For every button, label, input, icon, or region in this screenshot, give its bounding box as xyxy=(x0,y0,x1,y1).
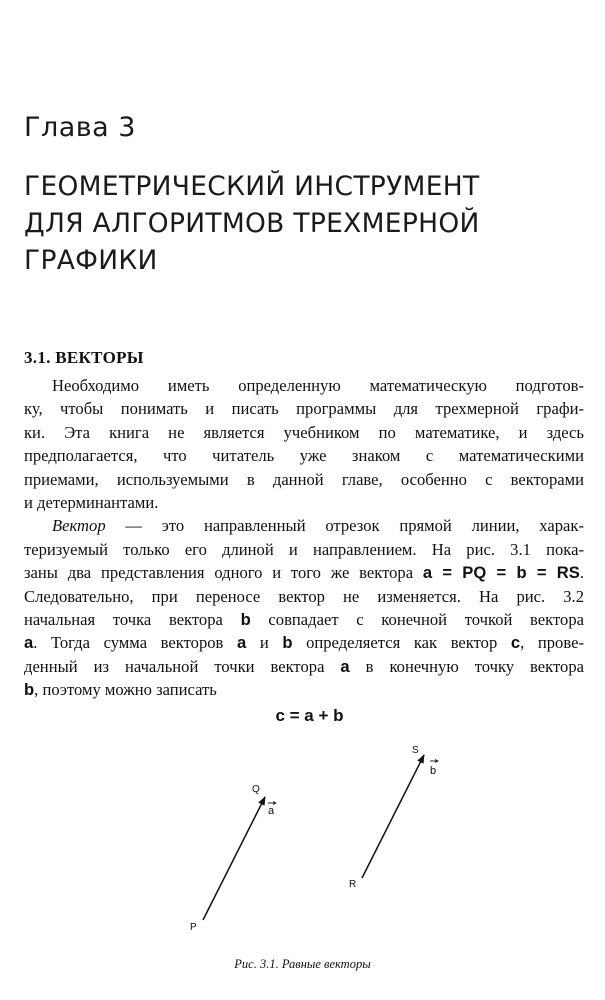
text-run: . xyxy=(579,563,584,583)
text-run: денный из начальной точки вектора xyxy=(24,656,341,676)
text-run: совпадает с конечной точкой вектора xyxy=(250,609,584,629)
chapter-title-line: ГРАФИКИ xyxy=(24,245,158,276)
vector-symbol: b xyxy=(240,609,251,629)
paragraph-line: предполагается, что читатель уже знаком с математическими xyxy=(24,446,584,466)
paragraph-line xyxy=(24,655,584,678)
paragraph-line: ку, чтобы понимать и писать программы для трехмерной графи- xyxy=(24,399,584,419)
paragraph-line: и детерминантами. xyxy=(24,492,159,512)
vector-symbol: b xyxy=(24,680,35,700)
paragraph-line xyxy=(24,514,584,537)
vector-pq-line xyxy=(203,797,265,920)
body-text xyxy=(24,374,584,701)
figure-caption: Рис. 3.1. Равные векторы xyxy=(234,957,371,971)
point-r-label: R xyxy=(349,879,357,890)
vector-symbol: a xyxy=(340,656,350,676)
paragraph-line: Необходимо иметь определенную математическую подготов- xyxy=(52,376,584,395)
paragraph-line: приемами, используемыми в данной главе, особенно с векторами xyxy=(24,469,584,489)
text-run: определяется как вектор xyxy=(292,633,511,653)
vector-rs-line xyxy=(362,755,424,878)
vector-symbol: c xyxy=(510,633,521,653)
paragraph-line xyxy=(24,631,584,654)
text-run: . Тогда сумма векторов xyxy=(33,633,237,653)
chapter-title xyxy=(24,168,594,279)
figure-equal-vectors xyxy=(0,730,605,960)
text-run: в конечную точку вектора xyxy=(349,656,584,676)
vector-symbol: b xyxy=(282,633,293,653)
text-run: заны два представления одного и того же вектора xyxy=(24,563,423,583)
paragraph-line xyxy=(24,608,584,631)
point-s-label: S xyxy=(412,745,419,756)
paragraph-line xyxy=(24,561,584,584)
text-run: , прове- xyxy=(520,633,584,653)
section-heading: 3.1. ВЕКТОРЫ xyxy=(24,348,144,367)
paragraph-line xyxy=(24,678,584,701)
paragraph-line: ки. Эта книга не является учебником по математике, и здесь xyxy=(24,422,584,442)
point-q-label: Q xyxy=(252,784,260,795)
text-run: и xyxy=(246,633,283,653)
paragraph-line: Следовательно, при переносе вектор не изменяется. На рис. 3.2 xyxy=(24,586,584,606)
text-run: — это направленный отрезок прямой линии, харак- xyxy=(105,516,584,536)
chapter-label: Глава 3 xyxy=(24,112,136,143)
paragraph-line: теризуемый только его длиной и направлением. На рис. 3.1 пока- xyxy=(24,539,584,559)
vector-equality: a = PQ = b = RS xyxy=(422,563,580,583)
term-vector: Вектор xyxy=(52,516,106,536)
vector-symbol: a xyxy=(24,633,34,653)
vector-symbol: a xyxy=(236,633,247,653)
point-p-label: P xyxy=(190,922,197,933)
text-run: начальная точка вектора xyxy=(24,609,241,629)
vector-a-label: a xyxy=(268,805,275,817)
vector-b-label: b xyxy=(430,765,437,777)
chapter-title-line: ГЕОМЕТРИЧЕСКИЙ ИНСТРУМЕНТ xyxy=(24,171,480,202)
equation: c = a + b xyxy=(275,706,344,725)
text-run: , поэтому можно записать xyxy=(34,680,217,700)
chapter-title-line: ДЛЯ АЛГОРИТМОВ ТРЕХМЕРНОЙ xyxy=(24,208,480,239)
